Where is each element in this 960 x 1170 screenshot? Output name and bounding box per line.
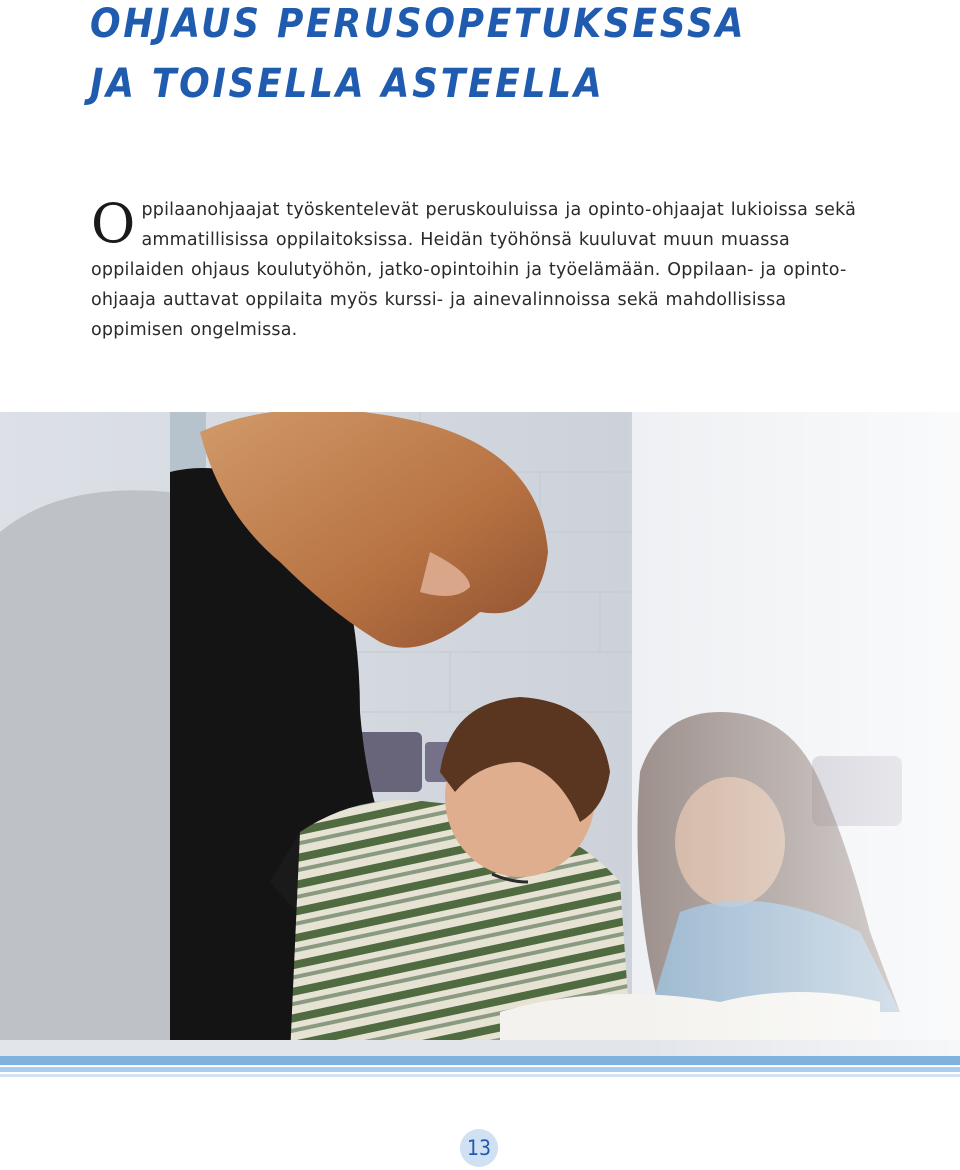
footer-band-dark <box>0 1056 960 1065</box>
intro-paragraph <box>91 192 881 345</box>
classroom-photo <box>0 412 960 1056</box>
drop-cap: O <box>91 192 136 255</box>
footer-band-mid <box>0 1067 960 1072</box>
title-line-1: OHJAUS PERUSOPETUKSESSA <box>90 1 747 47</box>
page-number: 13 <box>460 1129 498 1167</box>
intro-text: ppilaanohjaajat työskentelevät peruskouluissa ja opinto-ohjaajat lukioissa sekä ammatillisissa oppilaitoksissa. Heidän työhönsä kuuluvat muun muassa oppilaiden ohjaus koulutyöhön, jatko-opintoihin ja työelämään. Oppilaan- ja opinto-ohjaaja auttavat oppilaita myös kurssi- ja ainevalinnoissa sekä mahdollisissa oppimisen ongelmissa. <box>91 200 857 340</box>
title-line-2: JA TOISELLA ASTEELLA <box>90 61 605 107</box>
footer-band-light <box>0 1074 960 1077</box>
page-title <box>90 0 746 114</box>
